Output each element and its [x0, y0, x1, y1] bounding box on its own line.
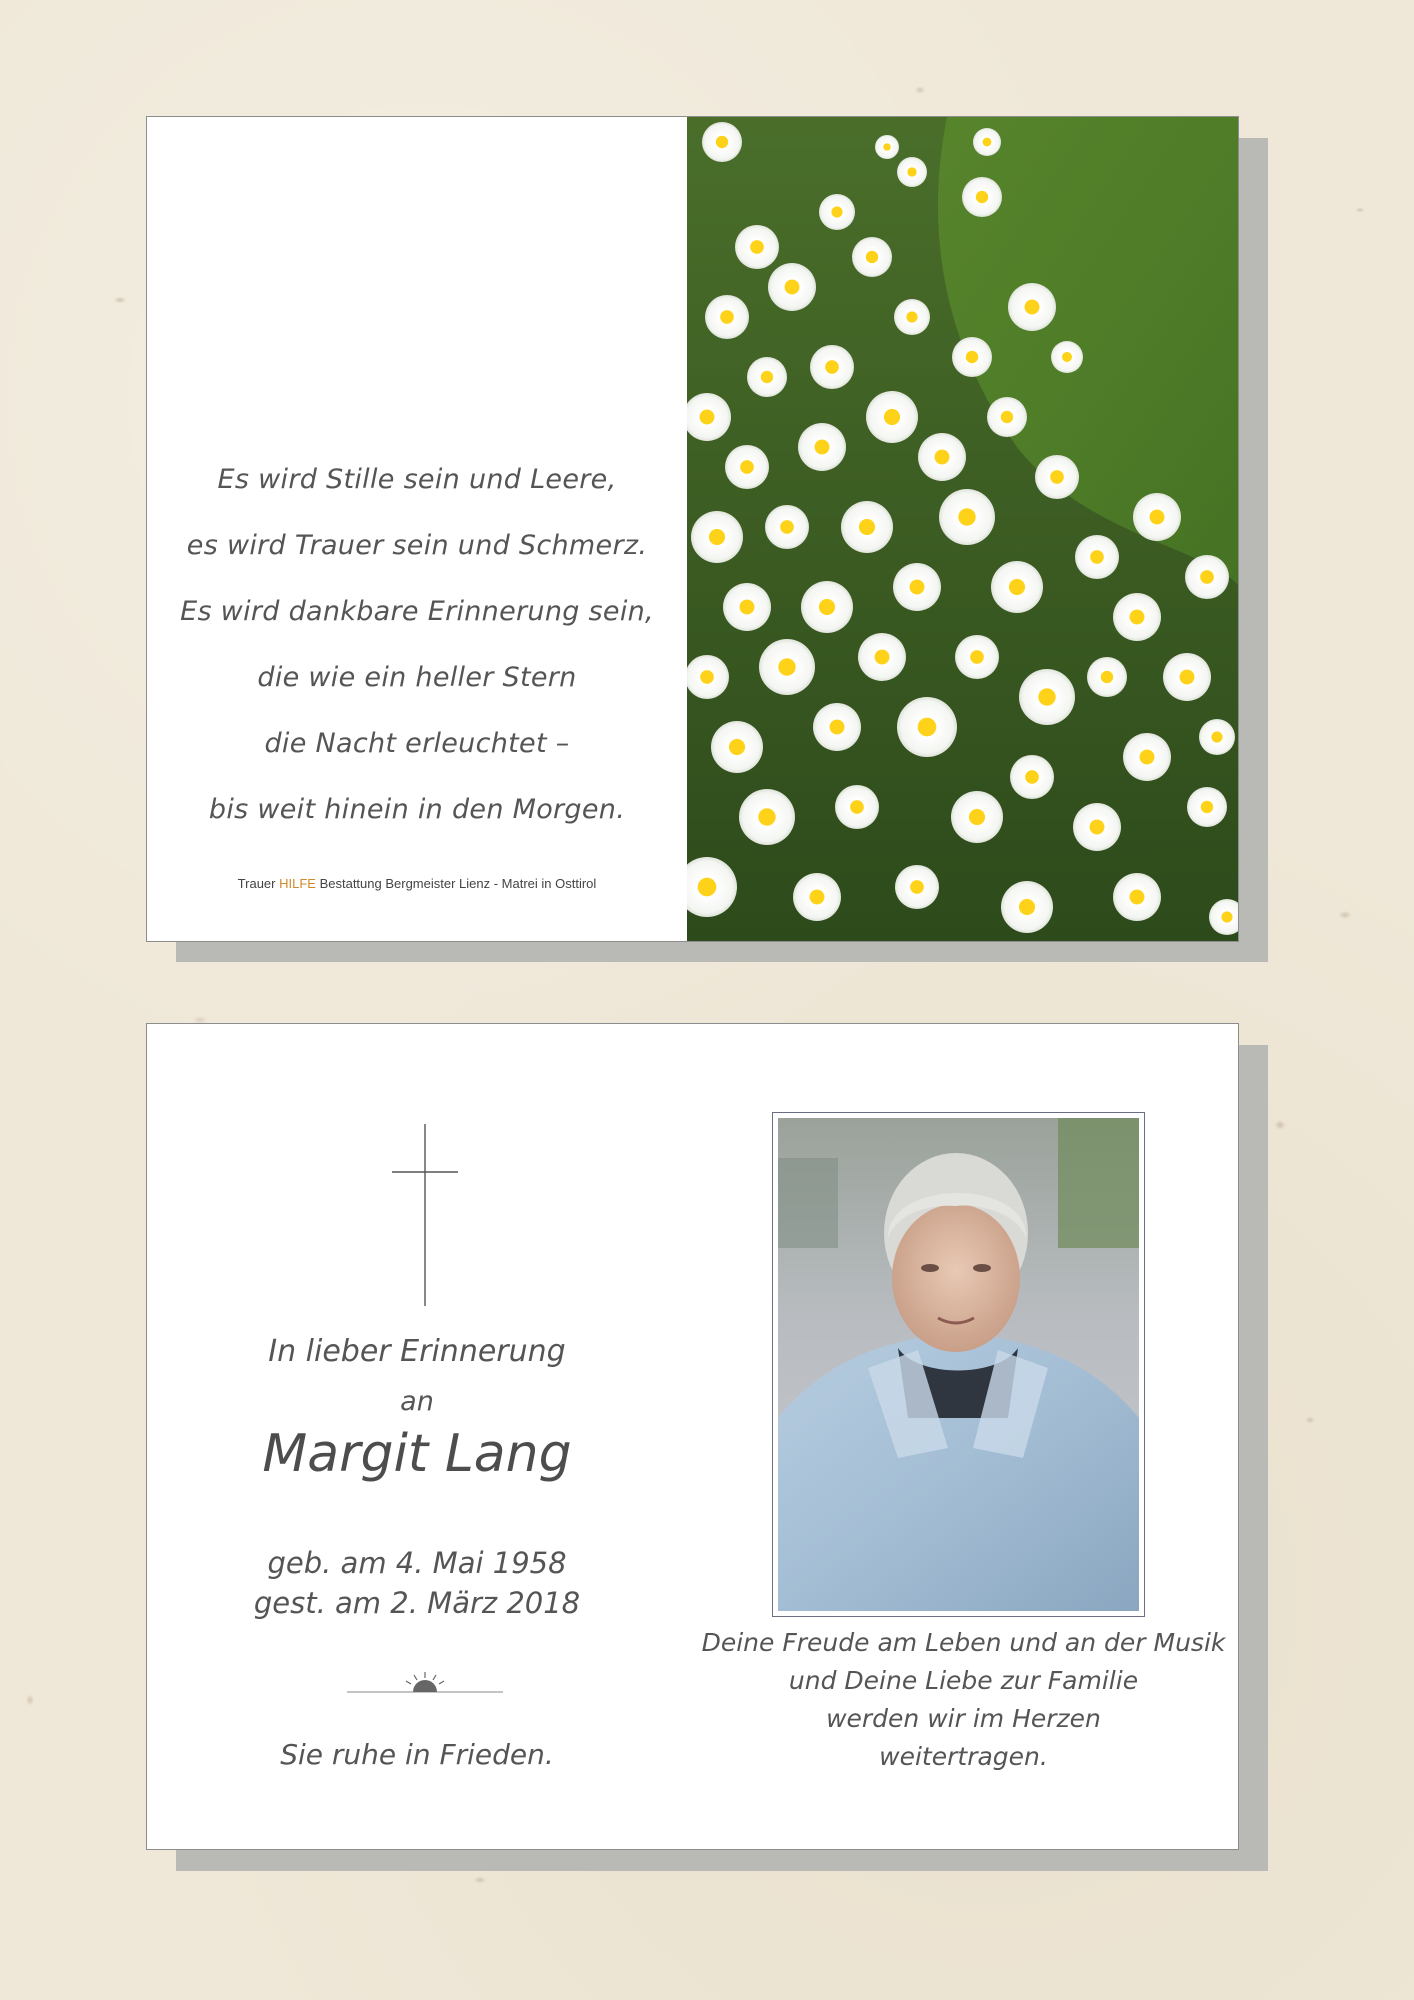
credit-brand: HILFE	[279, 876, 316, 891]
memorial-quote	[687, 1624, 1239, 1776]
quote-line: und Deine Liebe zur Familie	[788, 1666, 1139, 1695]
quote-line: werden wir im Herzen	[826, 1704, 1101, 1733]
poem	[147, 447, 687, 843]
rest-in-peace: Sie ruhe in Frieden.	[280, 1738, 554, 1771]
quote-line: Deine Freude am Leben und an der Musik	[701, 1628, 1226, 1657]
back-card	[146, 1023, 1239, 1850]
cross-icon	[392, 1124, 458, 1306]
daisy-meadow-photo	[687, 117, 1239, 942]
front-card	[146, 116, 1239, 942]
an-word: an	[400, 1386, 434, 1417]
credit-suffix: Bestattung Bergmeister Lienz - Matrei in Osttirol	[319, 876, 597, 891]
deceased-name: Margit Lang	[262, 1424, 572, 1484]
poem-line: Es wird Stille sein und Leere,	[217, 464, 617, 495]
poem-line: Es wird dankbare Erinnerung sein,	[180, 596, 654, 627]
poem-line: bis weit hinein in den Morgen.	[208, 794, 626, 825]
poem-line: die wie ein heller Stern	[257, 662, 577, 693]
poem-line: es wird Trauer sein und Schmerz.	[186, 530, 648, 561]
birth-date: geb. am 4. Mai 1958	[267, 1546, 567, 1580]
funeral-home-credit	[147, 876, 687, 891]
sun-divider-icon	[347, 1670, 503, 1696]
portrait-frame	[772, 1112, 1145, 1617]
credit-prefix: Trauer	[237, 876, 276, 891]
poem-line: die Nacht erleuchtet –	[264, 728, 570, 759]
in-memory-heading: In lieber Erinnerung	[268, 1334, 566, 1369]
portrait-photo	[778, 1118, 1139, 1611]
death-date: gest. am 2. März 2018	[253, 1586, 581, 1620]
quote-line: weitertragen.	[879, 1742, 1048, 1771]
